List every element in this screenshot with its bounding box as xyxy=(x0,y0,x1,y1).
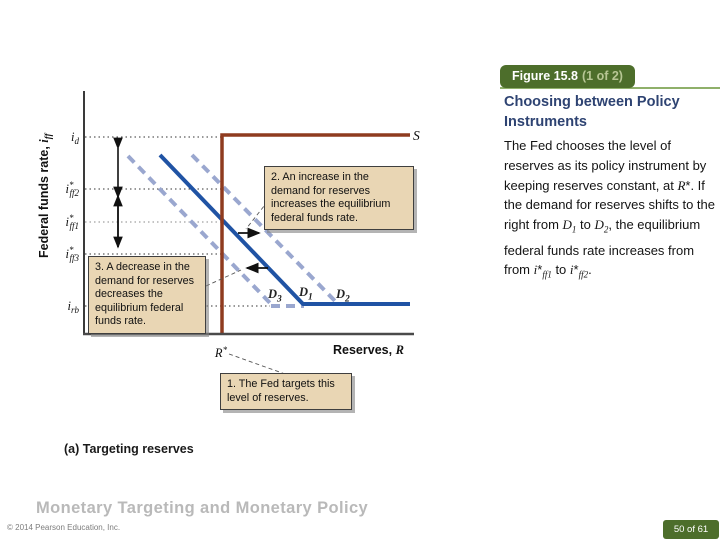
page-indicator-badge: 50 of 61 xyxy=(663,520,719,539)
figure-part: (1 of 2) xyxy=(582,69,623,83)
x-axis-title: Reserves, R xyxy=(333,343,404,357)
d3-label: $D_3$ xyxy=(268,287,282,305)
connector-box1 xyxy=(229,354,285,374)
tick-iff2: i* ff2 xyxy=(65,180,79,198)
figure-number-badge xyxy=(500,65,635,88)
figure-number: Figure 15.8 xyxy=(512,69,578,83)
copyright-notice: © 2014 Pearson Education, Inc. xyxy=(7,523,121,532)
tick-iff3: i* ff3 xyxy=(65,245,79,263)
y-tick-labels xyxy=(66,130,80,315)
callout-fed-target: 1. The Fed targets this level of reserves. xyxy=(220,373,352,410)
d1-label: $D_1$ xyxy=(299,285,313,303)
y-axis-title: Federal funds rate, $i_{ff}$ xyxy=(37,133,53,258)
section-title: Monetary Targeting and Monetary Policy xyxy=(36,499,369,517)
panel-caption: (a) Targeting reserves xyxy=(64,442,194,456)
callout-demand-decrease: 3. A decrease in the demand for reserves decreases the equilibrium federal funds rate. xyxy=(88,256,206,334)
tick-irb: $i_{rb}$ xyxy=(67,299,79,315)
demand-labels xyxy=(267,285,350,305)
d2-label: $D_2$ xyxy=(336,287,350,305)
tick-r-star: R* xyxy=(214,345,228,360)
tick-id: $i_d$ xyxy=(71,130,79,146)
callout-demand-increase: 2. An increase in the demand for reserves increases the equilibrium federal funds rate. xyxy=(264,166,414,230)
figure-description: The Fed chooses the level of reserves as its policy instrument by keeping reserves constant, at R*. If the demand for reserves shifts to the right from $D_1$ to $D_2$, the equilibrium federal funds rate increases from from $i*_{ff1}$ to $i*_{ff2}$. xyxy=(504,138,715,280)
tick-iff1: i* ff1 xyxy=(65,213,79,231)
figure-title: Choosing between Policy Instruments xyxy=(504,94,680,130)
supply-label: S xyxy=(413,128,420,143)
